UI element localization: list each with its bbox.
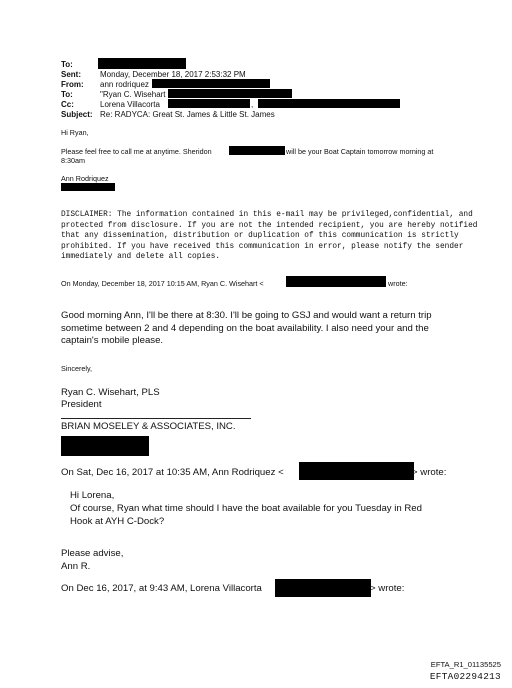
sent-label: Sent:	[61, 70, 81, 79]
redaction-to2	[168, 89, 292, 98]
bates-number: EFTA02294213	[429, 671, 501, 682]
signature-name: Ann Rodriquez	[61, 174, 109, 183]
message-body	[61, 310, 432, 348]
to2-value: "Ryan C. Wisehart	[100, 90, 166, 99]
subject-label: Subject:	[61, 110, 93, 119]
disclaimer	[61, 210, 477, 263]
company-name: BRIAN MOSELEY & ASSOCIATES, INC.	[61, 421, 236, 432]
message-line: sometime between 2 and 4 depending on the boat availability. I also need your and the	[61, 322, 429, 334]
sender-title: President	[61, 399, 102, 410]
quote-intro: On Monday, December 18, 2017 10:15 AM, Ryan C. Wisehart <	[61, 279, 264, 288]
from-value: ann rodriquez	[100, 80, 149, 89]
quote-intro: On Sat, Dec 16, 2017 at 10:35 AM, Ann Rodriquez <	[61, 467, 284, 478]
message-line: Please feel free to call me at anytime. Sheridon	[61, 147, 212, 156]
from-label: From:	[61, 80, 84, 89]
redaction-from	[152, 79, 270, 88]
redaction-email-lorena	[275, 579, 371, 597]
disclaimer-line: prohibited. If you have received this communication in error, please notify the sender	[61, 242, 464, 251]
disclaimer-line: protected from disclosure. If you are not the intended recipient, you are hereby notified	[61, 221, 478, 230]
sender-name: Ryan C. Wisehart, PLS	[61, 387, 160, 398]
quoted-line: Hook at AYH C-Dock?	[70, 516, 165, 527]
advise-line: Please advise,	[61, 548, 124, 559]
cc-value: Lorena Villacorta	[100, 100, 160, 109]
to-label: To:	[61, 60, 73, 69]
redaction-signature	[61, 183, 115, 191]
signature-divider	[61, 418, 251, 419]
redaction-email-ann	[299, 462, 414, 480]
document-id: EFTA_R1_01135525	[430, 660, 501, 669]
quote-wrote: wrote:	[388, 279, 408, 288]
cc-separator: ,	[251, 100, 254, 109]
quoted-greeting: Hi Lorena,	[70, 490, 115, 501]
quote-wrote: > wrote:	[412, 467, 447, 478]
quote-wrote: > wrote:	[370, 583, 405, 594]
redaction-cc-2	[258, 99, 400, 108]
redaction-to	[98, 58, 186, 69]
advise-sign: Ann R.	[61, 561, 91, 572]
to2-label: To:	[61, 90, 73, 99]
redaction-contact	[61, 436, 149, 456]
redaction-email-wisehart	[286, 276, 386, 287]
subject-value: Re: RADYCA: Great St. James & Little St. James	[100, 110, 275, 119]
sent-value: Monday, December 18, 2017 2:53:32 PM	[100, 70, 246, 79]
greeting: Hi Ryan,	[61, 128, 89, 137]
redaction-sheridon	[229, 146, 285, 155]
sincerely: Sincerely,	[61, 364, 93, 373]
quote-intro: On Dec 16, 2017, at 9:43 AM, Lorena Villacorta	[61, 583, 262, 594]
message-line: captain's mobile please.	[61, 335, 164, 347]
redaction-cc-1	[168, 99, 250, 108]
message-line: 8:30am	[61, 156, 85, 165]
quoted-line: Of course, Ryan what time should I have the boat available for you Tuesday in Red	[70, 503, 422, 514]
message-line: Good morning Ann, I'll be there at 8:30. I'll be going to GSJ and would want a return trip	[61, 310, 432, 321]
disclaimer-line: that any dissemination, distribution or duplication of this communication is strictly	[61, 232, 459, 241]
message-line: will be your Boat Captain tomorrow morning at	[286, 147, 434, 156]
disclaimer-line: DISCLAIMER: The information contained in this e-mail may be privileged,confidential, and	[61, 211, 473, 219]
cc-label: Cc:	[61, 100, 74, 109]
disclaimer-line: immediately and delete all copies.	[61, 253, 221, 262]
